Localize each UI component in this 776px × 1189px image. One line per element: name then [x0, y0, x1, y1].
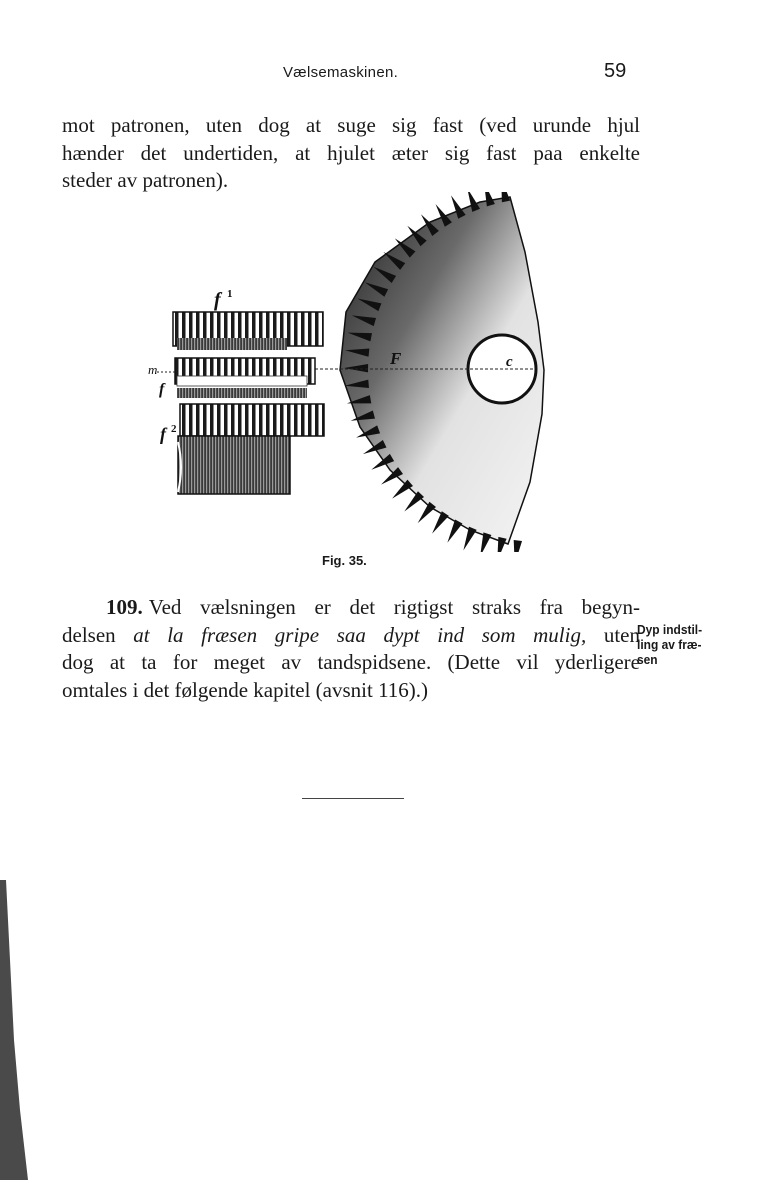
text-segment: delsen — [62, 622, 134, 647]
gear-tooth — [514, 540, 522, 552]
gear-tooth — [432, 511, 449, 533]
label-F: F — [390, 349, 402, 368]
gear-milling-illustration — [140, 192, 560, 552]
gear-tooth — [404, 491, 424, 511]
gear-tooth — [480, 532, 491, 552]
paragraph-top — [62, 112, 640, 195]
gear-tooth — [463, 527, 476, 551]
margin-note-line: ling av fræ- — [637, 637, 702, 652]
gear-tooth — [447, 520, 462, 543]
text-line: steder av patronen). — [62, 168, 229, 192]
milling-cutter-stack — [148, 288, 324, 494]
text-line — [62, 622, 640, 650]
label-f1-superscript: 1 — [227, 288, 233, 300]
text-line — [62, 594, 640, 622]
gear-tooth — [497, 537, 506, 552]
label-c: c — [506, 354, 513, 370]
margin-note-line: Dyp indstil- — [637, 622, 703, 637]
label-f1: f — [214, 289, 221, 311]
text-segment: Ved vælsningen er det rigtigst straks fra begyn- — [148, 595, 640, 619]
section-paragraph — [62, 594, 640, 704]
bevel-gear — [315, 192, 544, 552]
emphasized-text: at la fræsen gripe saa dypt ind som mulig, — [133, 622, 587, 647]
page-number: 59 — [604, 60, 627, 82]
label-m: m — [148, 362, 158, 377]
text-line: mot patronen, uten dog at suge sig fast (ved urunde hjul — [62, 113, 640, 137]
section-divider — [302, 798, 404, 799]
label-f: f — [159, 381, 165, 398]
label-f2: f — [160, 424, 166, 444]
label-f2-superscript: 2 — [171, 423, 177, 435]
margin-note — [637, 622, 738, 667]
text-line: dog at ta for meget av tandspidsene. (Dette vil yderligere — [62, 650, 640, 674]
figure-caption: Fig. 35. — [322, 553, 367, 568]
text-segment: uten — [586, 622, 640, 647]
scan-edge-shadow — [0, 880, 30, 1180]
text-line: hænder det undertiden, at hjulet æter sig fast paa enkelte — [62, 140, 640, 165]
text-line: omtales i det følgende kapitel (avsnit 116).) — [62, 677, 429, 702]
margin-note-line: sen — [637, 652, 658, 667]
section-number: 109. — [106, 595, 143, 619]
running-title: Vælsemaskinen. — [283, 64, 399, 81]
